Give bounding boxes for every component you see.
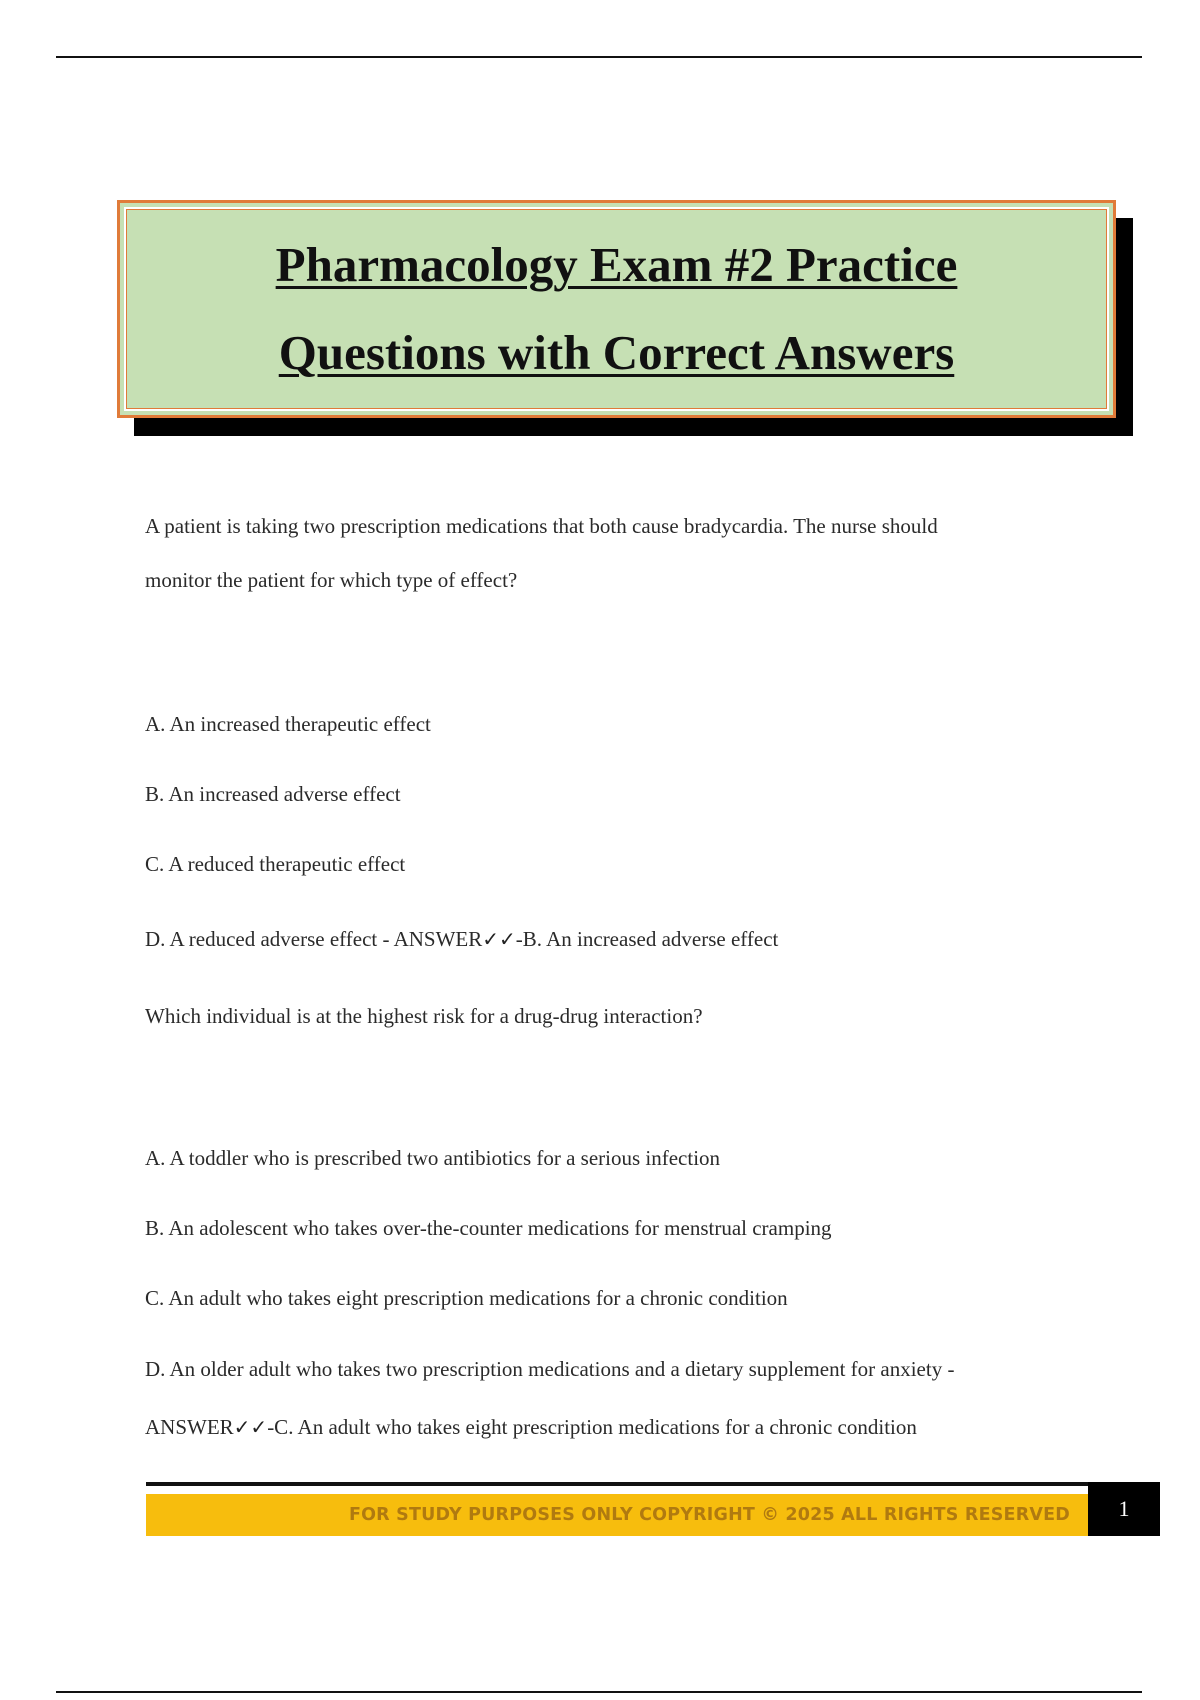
- question-1-option-c: C. A reduced therapeutic effect: [145, 852, 406, 876]
- question-2-option-c: C. An adult who takes eight prescription medications for a chronic condition: [145, 1286, 788, 1310]
- question-2-answer-prefix: ANSWER: [145, 1415, 234, 1439]
- question-2-option-a: A. A toddler who is prescribed two antibiotics for a serious infection: [145, 1146, 721, 1170]
- page-number-box: [1088, 1482, 1160, 1536]
- question-1-option-b: B. An increased adverse effect: [145, 782, 401, 806]
- question-1-option-a: A. An increased therapeutic effect: [145, 712, 431, 736]
- checkmark-icon: ✓✓: [233, 1415, 268, 1439]
- question-1-option-d: [145, 911, 1085, 967]
- footer-rule: [146, 1482, 1088, 1486]
- footer-band: [146, 1494, 1088, 1536]
- question-1-answer: -B. An increased adverse effect: [515, 927, 779, 951]
- question-1-text-line-2: monitor the patient for which type of effect?: [145, 568, 518, 592]
- header-rule: [56, 56, 1142, 58]
- title-box: [117, 200, 1116, 418]
- question-2-answer: -C. An adult who takes eight prescription medications for a chronic condition: [267, 1415, 917, 1439]
- question-1-option-d-text: D. A reduced adverse effect - ANSWER: [145, 927, 483, 951]
- question-1-text-line-1: A patient is taking two prescription medications that both cause bradycardia. The nurse should: [145, 514, 938, 538]
- document-title-line-2: Questions with Correct Answers: [278, 325, 955, 380]
- footer-copyright: FOR STUDY PURPOSES ONLY COPYRIGHT © 2025 ALL RIGHTS RESERVED: [348, 1505, 1070, 1525]
- footer-bottom-rule: [56, 1691, 1142, 1693]
- question-2-option-d: D. An older adult who takes two prescription medications and a dietary supplement for anxiety -: [145, 1357, 955, 1381]
- document-title-line-1: Pharmacology Exam #2 Practice: [275, 237, 958, 292]
- page-number: 1: [1118, 1496, 1130, 1521]
- question-2-answer-line: [145, 1399, 1085, 1455]
- question-2-text: Which individual is at the highest risk for a drug-drug interaction?: [145, 1004, 703, 1028]
- question-2-option-b: B. An adolescent who takes over-the-counter medications for menstrual cramping: [145, 1216, 832, 1240]
- checkmark-icon: ✓✓: [482, 927, 516, 951]
